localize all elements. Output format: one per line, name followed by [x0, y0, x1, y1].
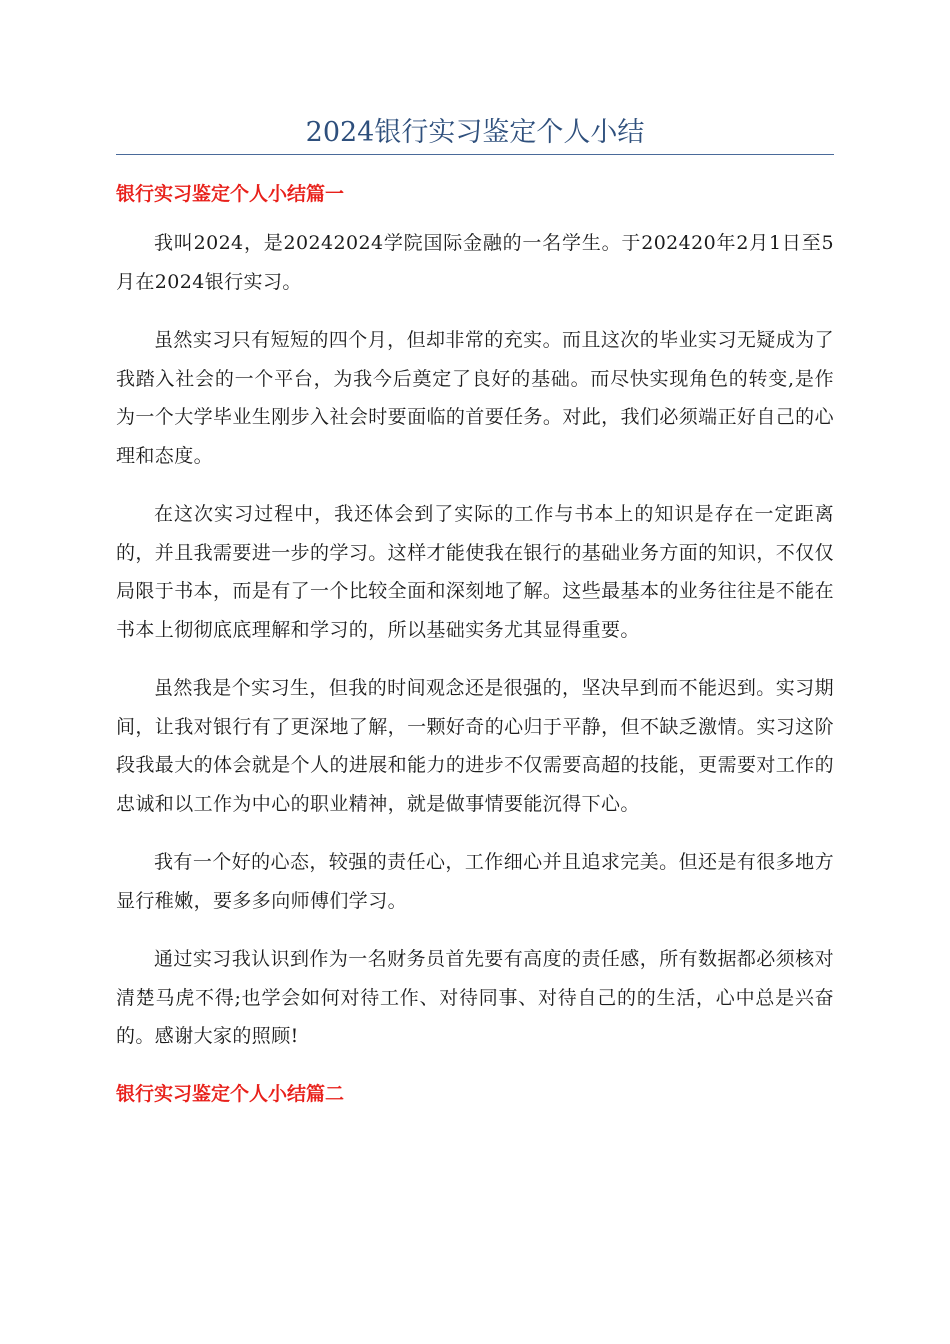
- paragraph-2: 虽然实习只有短短的四个月，但却非常的充实。而且这次的毕业实习无疑成为了我踏入社会的一个平台，为我今后奠定了良好的基础。而尽快实现角色的转变,是作为一个大学毕业生刚步入社会时要面临的首要任务。对此，我们必须端正好自己的心理和态度。: [116, 329, 834, 467]
- paragraph-5: 我有一个好的心态，较强的责任心，工作细心并且追求完美。但还是有很多地方显行稚嫩，要多多向师傅们学习。: [116, 851, 834, 912]
- section-heading-1: 银行实习鉴定个人小结篇一: [116, 183, 345, 205]
- section-heading-2: 银行实习鉴定个人小结篇二: [116, 1082, 345, 1105]
- paragraph-4: 虽然我是个实习生，但我的时间观念还是很强的，坚决早到而不能迟到。实习期间，让我对银行有了更深地了解，一颗好奇的心归于平静，但不缺乏激情。实习这阶段我最大的体会就是个人的进展和能力的进步不仅需要高超的技能，更需要对工作的忠诚和以工作为中心的职业精神，就是做事情要能沉得下心。: [116, 677, 834, 815]
- title-divider: [116, 154, 834, 155]
- document-body: [116, 172, 834, 1116]
- paragraph-3: 在这次实习过程中，我还体会到了实际的工作与书本上的知识是存在一定距离的，并且我需要进一步的学习。这样才能使我在银行的基础业务方面的知识，不仅仅局限于书本，而是有了一个比较全面和深刻地了解。这些最基本的业务往往是不能在书本上彻彻底底理解和学习的，所以基础实务尤其显得重要。: [116, 503, 834, 641]
- paragraph-1: 我叫2024，是20242024学院国际金融的一名学生。于202420年2月1日至5月在2024银行实习。: [116, 232, 834, 293]
- page-title: 2024银行实习鉴定个人小结: [305, 117, 645, 148]
- paragraph-6: 通过实习我认识到作为一名财务员首先要有高度的责任感，所有数据都必须核对清楚马虎不得;也学会如何对待工作、对待同事、对待自己的的生活，心中总是兴奋的。感谢大家的照顾!: [116, 948, 834, 1047]
